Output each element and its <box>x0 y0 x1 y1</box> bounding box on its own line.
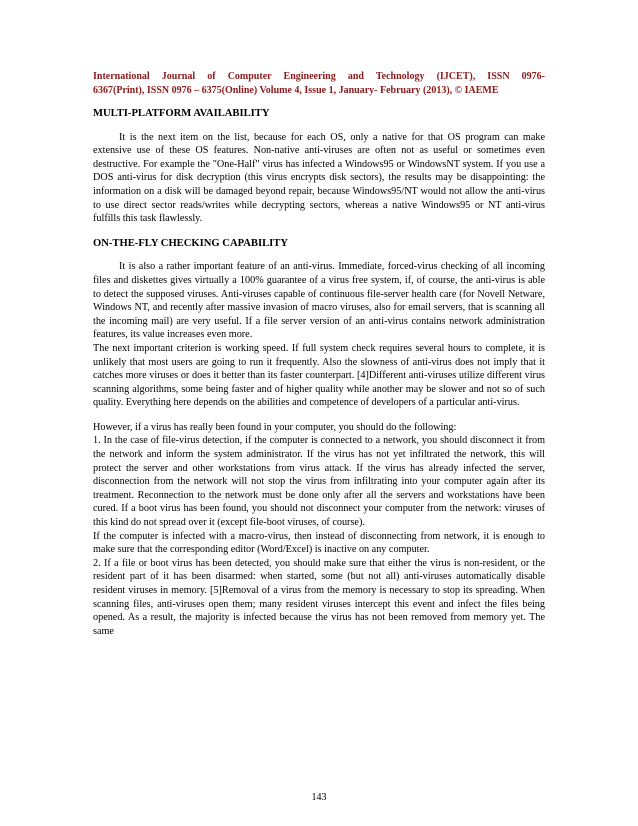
paragraph: However, if a virus has really been found in your computer, you should do the following: <box>93 421 457 433</box>
paragraph: 2. If a file or boot virus has been detected, you should make sure that either the virus is non-resident, or the resident part of it has been disarmed: when started, some (but not all) anti-viruses automatically disable resident viruses in memory. [5]Removal of a virus from the memory is necessary to stop its spreading. When scanning files, anti-viruses open them; many resident viruses intercept this event and infect the files being opened. As a result, the majority is infected because the virus has not been removed from memory yet. The same <box>93 557 545 637</box>
article-body <box>93 107 545 638</box>
paragraph: 1. In the case of file-virus detection, if the computer is connected to a network, you should disconnect it from the network and inform the system administrator. If the virus has not yet infiltrated the network, this will protect the server and other workstations from virus attack. If the virus has already infected the server, disconnection from the network will not stop the virus from infiltrating into your computer again after its treatment. Reconnection to the network must be done only after all the servers and workstations have been cured. If a boot virus has been found, you should not disconnect your computer from the network: viruses of this kind do not spread over it (except file-boot viruses, of course). <box>93 435 545 529</box>
paragraph: It is also a rather important feature of an anti-virus. Immediate, forced-virus checking of all incoming files and diskettes gives virtually a 100% guarantee of a virus free system, if, of course, the anti-virus is able to detect the supposed viruses. Anti-viruses capable of continuous file-server health care (for Novell Netware, Windows NT, and recently after massive invasion of macro viruses, also for email servers, that is scanning all the incoming mail) are very useful. If a file server version of an anti-virus contains network administration features, its value increases even more. <box>93 261 545 341</box>
journal-header-line1: International Journal of Computer Engineering and Technology (IJCET), ISSN 0976- <box>93 71 545 82</box>
paragraph: If the computer is infected with a macro-virus, then instead of disconnecting from network, it is enough to make sure that the corresponding editor (Word/Excel) is inactive on any computer. <box>93 530 545 556</box>
section-heading-on-the-fly: ON-THE-FLY CHECKING CAPABILITY <box>93 237 289 249</box>
section-heading-multi-platform: MULTI-PLATFORM AVAILABILITY <box>93 108 270 119</box>
journal-header-line2: 6367(Print), ISSN 0976 – 6375(Online) Volume 4, Issue 1, January- February (2013), © IAEME <box>93 84 499 96</box>
paragraph: The next important criterion is working speed. If full system check requires several hours to complete, it is unlikely that most users are going to run it frequently. Also the slowness of anti-virus does not imply that it catches more viruses or does it better than its faster counterpart. [4]Different anti-viruses utilize different virus scanning algorithms, some being faster and of higher quality while another may be slower and not so of such quality. Everything here depends on the abilities and competence of developers of a particular anti-virus. <box>93 342 545 409</box>
paragraph: It is the next item on the list, because for each OS, only a native for that OS program can make extensive use of these OS features. Non-native anti-viruses are often not as useful or sometimes even destructive. For example the "One-Half" virus has infected a Windows95 or WindowsNT system. If you use a DOS anti-virus for disk decryption (this virus encrypts disk sectors), the results may be disappointing: the information on a disk will be damaged beyond repair, because Windows95/NT would not allow the anti-virus to use direct sector reads/writes while decrypting sectors, whereas a native Windows95 or NT anti-virus fulfills this task flawlessly. <box>93 131 545 225</box>
journal-header <box>93 70 545 97</box>
page-number: 143 <box>311 792 327 803</box>
